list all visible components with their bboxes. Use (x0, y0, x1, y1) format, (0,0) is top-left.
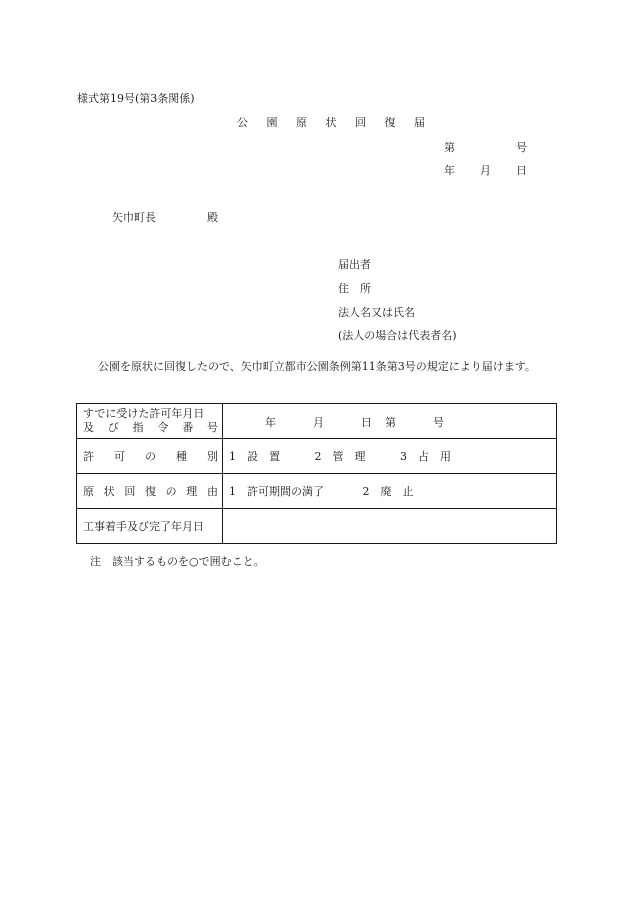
permit-type-options (223, 439, 557, 474)
submitter-representative-note: (法人の場合は代表者名) (338, 329, 457, 342)
table-row (77, 404, 557, 439)
document-title: 公 園 原 状 回 復 届 (237, 116, 433, 129)
permit-date-label (77, 404, 223, 439)
restoration-reason-options (223, 474, 557, 509)
option-management[interactable]: 2 管 理 (314, 450, 366, 463)
form-number: 様式第19号(第3条関係) (77, 92, 195, 105)
date-day: 日 (516, 164, 527, 177)
document-number (444, 139, 528, 153)
option-abolished[interactable]: 2 廃 止 (362, 485, 414, 498)
construction-dates-label: 工事着手及び完了年月日 (77, 509, 223, 544)
date-year: 年 (444, 164, 455, 177)
option-installation[interactable]: 1 設 置 (229, 450, 280, 463)
submitter-name-label: 法人名又は氏名 (338, 306, 415, 319)
option-permit-expired[interactable]: 1 許可期間の満了 (229, 485, 324, 498)
permit-date-value[interactable]: 年 月 日 第 号 (223, 404, 557, 439)
permit-date-label-line2: 及 び 指 令 番 号 (83, 421, 218, 434)
table-row (77, 474, 557, 509)
body-text: 公園を原状に回復したので、矢巾町立都市公園条例第11条第3号の規定により届けます。 (98, 360, 536, 373)
date-month: 月 (480, 164, 491, 177)
submitter-address-label: 住 所 (338, 282, 371, 295)
addressee-name: 矢巾町長 (112, 211, 156, 224)
table-row (77, 439, 557, 474)
document-date (444, 162, 528, 176)
addressee-honorific: 殿 (207, 211, 218, 224)
number-prefix: 第 (444, 141, 455, 154)
notification-form-table (76, 403, 557, 544)
submitter-label: 届出者 (338, 258, 371, 271)
table-row (77, 509, 557, 544)
option-occupancy[interactable]: 3 占 用 (400, 450, 451, 463)
number-suffix: 号 (516, 141, 527, 154)
note-text: 注 該当するものを○で囲むこと。 (90, 555, 265, 568)
permit-type-label: 許 可 の 種 別 (77, 439, 223, 474)
restoration-reason-label: 原 状 回 復 の 理 由 (77, 474, 223, 509)
construction-dates-value[interactable] (223, 509, 557, 544)
permit-date-label-line1: すでに受けた許可年月日 (83, 407, 205, 420)
